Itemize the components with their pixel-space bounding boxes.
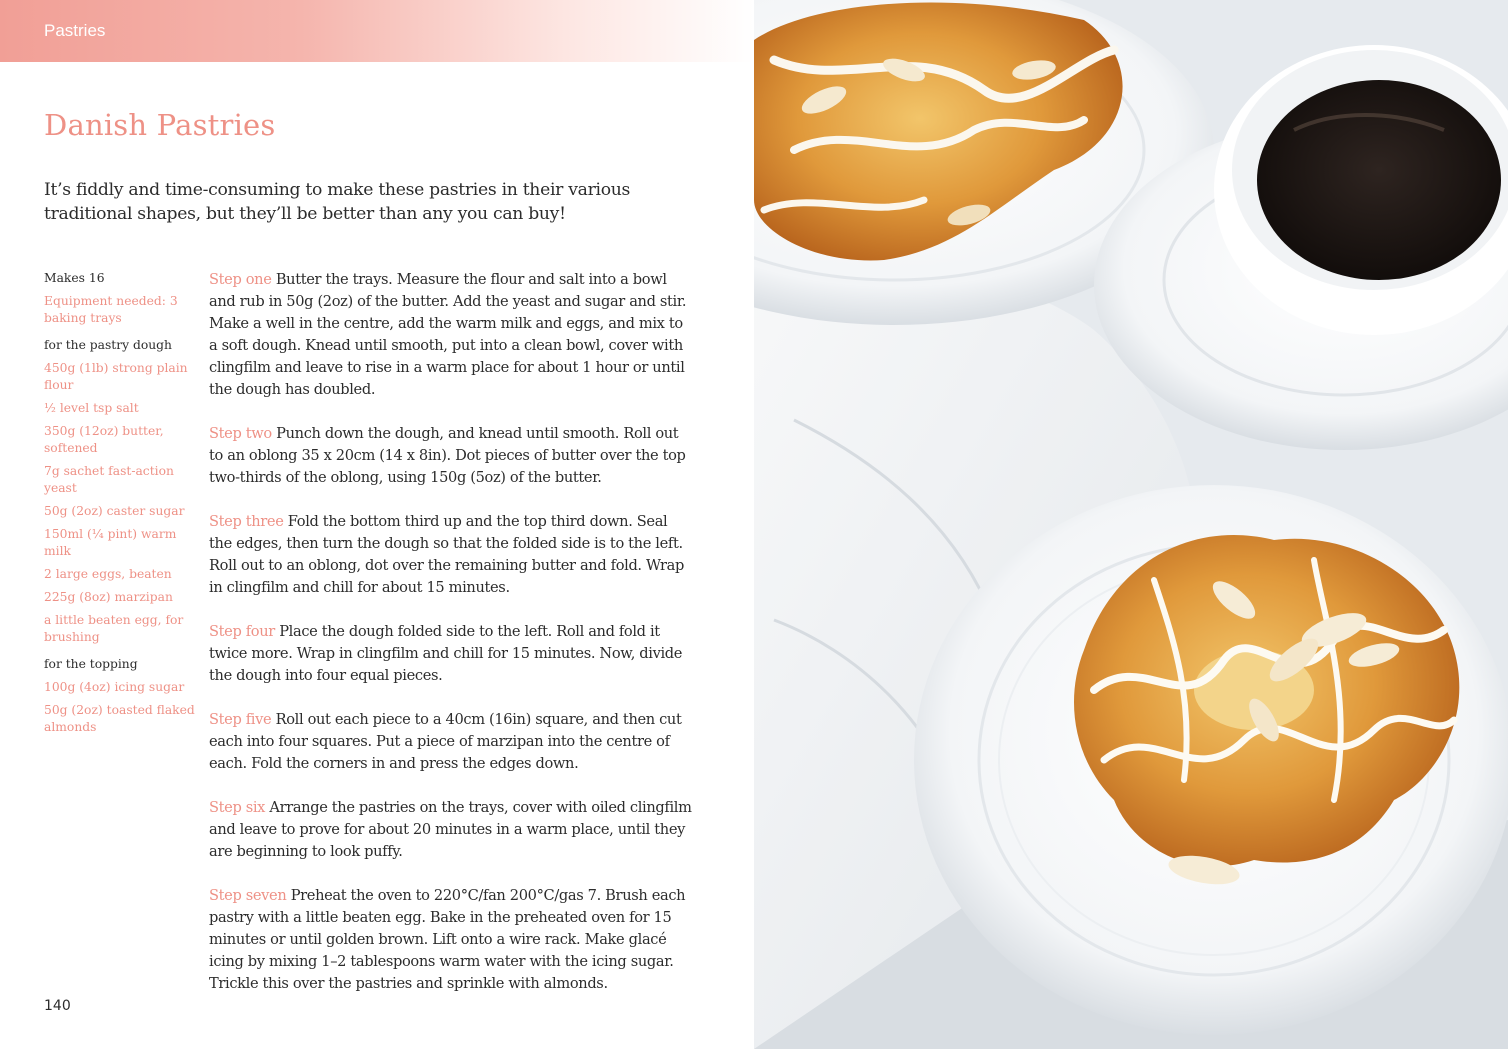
- method-step: [209, 709, 694, 775]
- recipe-title: Danish Pastries: [44, 108, 276, 142]
- recipe-intro: It’s fiddly and time-consuming to make these pastries in their various traditional shapes, but they’ll be better than any you can buy!: [44, 180, 631, 224]
- step-text: Roll out each piece to a 40cm (16in) square, and then cut each into four squares. Put a piece of marzipan into the centre of each. Fold the corners in and press the edges down.: [209, 711, 682, 772]
- method-step: [209, 423, 694, 489]
- method-step: [209, 621, 694, 687]
- method-step: [209, 797, 694, 863]
- step-text: Fold the bottom third up and the top third down. Seal the edges, then turn the dough so that the folded side is to the left. Roll out to an oblong, dot over the remaining butter and fold. Wrap in clingfilm and chill for about 15 minutes.: [209, 513, 684, 596]
- step-label: Step seven: [209, 887, 287, 904]
- ingredient-item: 2 large eggs, beaten: [44, 567, 172, 581]
- step-text: Place the dough folded side to the left. Roll and fold it twice more. Wrap in clingfilm and chill for 15 minutes. Now, divide the dough into four equal pieces.: [209, 623, 683, 684]
- step-text: Butter the trays. Measure the flour and salt into a bowl and rub in 50g (2oz) of the butter. Add the yeast and sugar and stir. Make a well in the centre, add the warm milk and eggs, and mix to a soft dough. Knead until smooth, put into a clean bowl, cover with clingfilm and leave to rise in a warm place for about 1 hour or until the dough has doubled.: [209, 271, 687, 398]
- ingredient-item: 7g sachet fast-action yeast: [44, 464, 174, 495]
- ingredient-item: ½ level tsp salt: [44, 401, 139, 415]
- step-label: Step four: [209, 623, 275, 640]
- step-label: Step five: [209, 711, 272, 728]
- method-column: [209, 269, 694, 1017]
- method-step: [209, 511, 694, 599]
- section-title: Pastries: [44, 21, 106, 40]
- step-text: Arrange the pastries on the trays, cover with oiled clingfilm and leave to prove for about 20 minutes in a warm place, until they are beginning to look puffy.: [209, 799, 692, 860]
- section-header: [0, 0, 754, 62]
- step-text: Preheat the oven to 220°C/fan 200°C/gas 7. Brush each pastry with a little beaten egg. Bake in the preheated oven for 15 minutes or until golden brown. Lift onto a wire rack. Make glacé icing by mixing 1–2 tablespoons warm water with the icing sugar. Trickle this over the pastries and sprinkle with almonds.: [209, 887, 686, 992]
- step-label: Step two: [209, 425, 272, 442]
- ingredient-item: 50g (2oz) toasted flaked almonds: [44, 703, 195, 734]
- ingredient-item: 350g (12oz) butter, softened: [44, 424, 164, 455]
- coffee: [1257, 80, 1501, 280]
- makes-quantity: Makes 16: [44, 271, 105, 285]
- ingredient-item: 150ml (¼ pint) warm milk: [44, 527, 177, 558]
- step-label: Step one: [209, 271, 272, 288]
- ingredient-item: 450g (1lb) strong plain flour: [44, 361, 188, 392]
- step-label: Step three: [209, 513, 284, 530]
- ingredient-group-heading: for the topping: [44, 657, 138, 671]
- step-label: Step six: [209, 799, 266, 816]
- page-number: 140: [44, 998, 71, 1014]
- danish-pastries-illustration: [754, 0, 1508, 1049]
- ingredient-item: 50g (2oz) caster sugar: [44, 504, 185, 518]
- step-text: Punch down the dough, and knead until smooth. Roll out to an oblong 35 x 20cm (14 x 8in). Dot pieces of butter over the top two-thirds of the oblong, using 150g (5oz) of the butter.: [209, 425, 686, 486]
- ingredient-item: a little beaten egg, for brushing: [44, 613, 184, 644]
- ingredient-item: 225g (8oz) marzipan: [44, 590, 173, 604]
- ingredient-item: 100g (4oz) icing sugar: [44, 680, 185, 694]
- equipment-needed: Equipment needed: 3 baking trays: [44, 294, 178, 325]
- food-photo: [754, 0, 1508, 1049]
- method-step: [209, 885, 694, 995]
- ingredient-group-heading: for the pastry dough: [44, 338, 172, 352]
- method-step: [209, 269, 694, 401]
- ingredients-column: [44, 270, 204, 742]
